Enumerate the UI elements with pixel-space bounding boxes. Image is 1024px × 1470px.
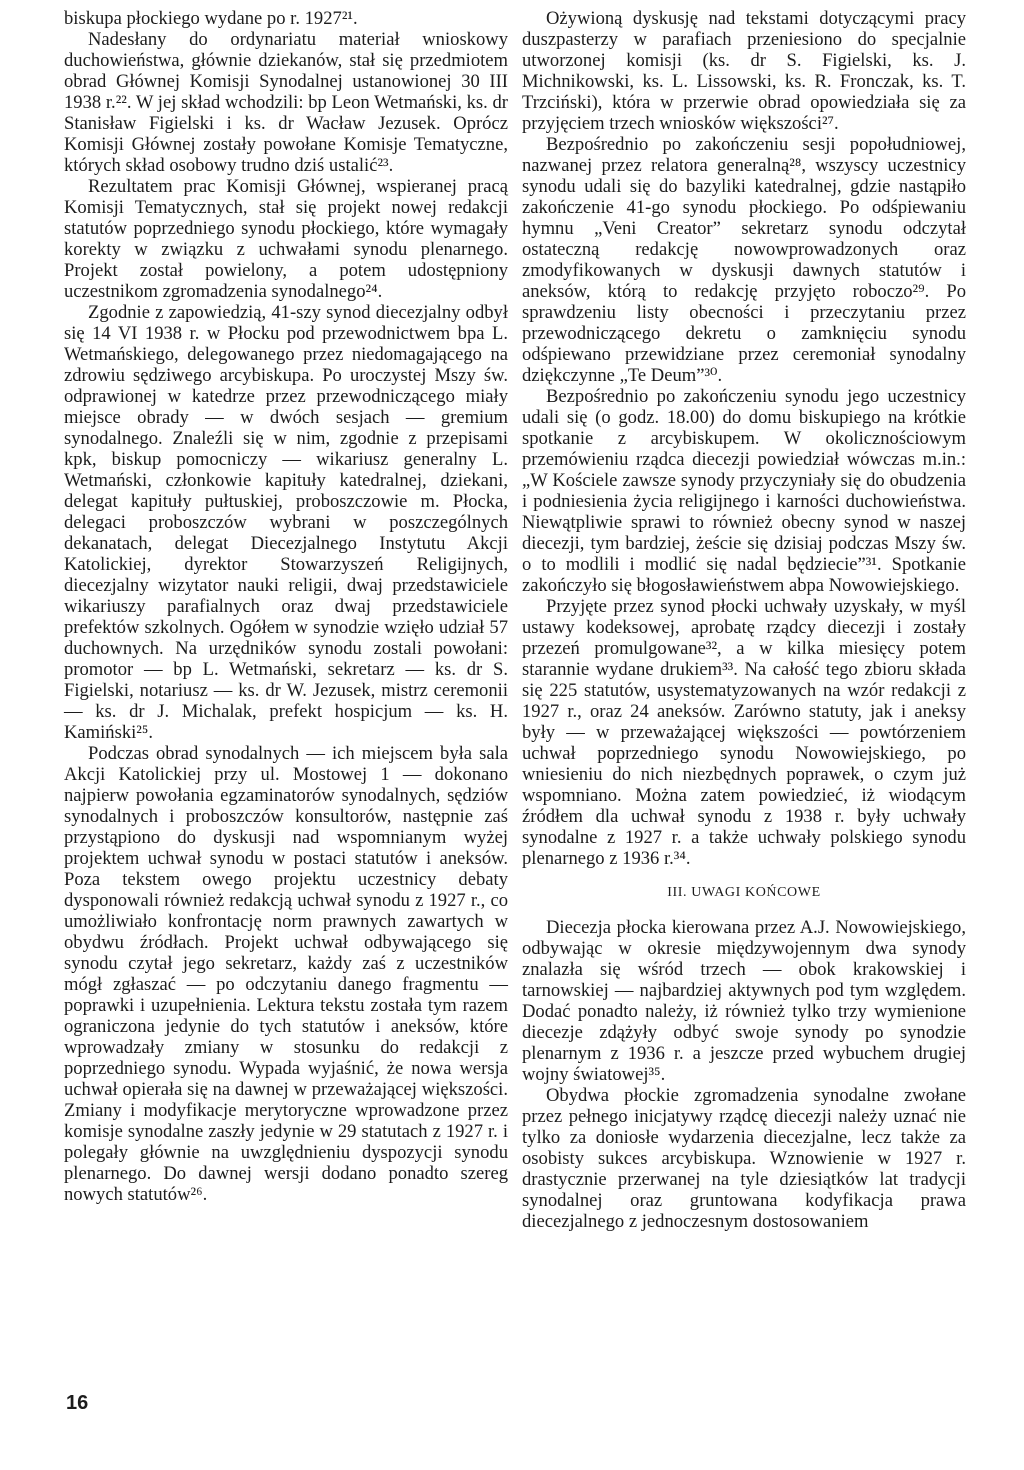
- right-column: [522, 8, 966, 1232]
- paragraph: Rezultatem prac Komisji Głównej, wspieranej pracą Komisji Tematycznych, stał się projekt nowej redakcji statutów poprzedniego synodu płockiego, które wymagały korekty w związku z uchwałami synodu plenarnego. Projekt został powielony, a potem udostępniony uczestnikom zgromadzenia synodalnego²⁴.: [64, 176, 508, 302]
- paragraph: Podczas obrad synodalnych — ich miejscem była sala Akcji Katolickiej przy ul. Mostowej 1 — dokonano najpierw powołania egzaminatorów synodalnych, sędziów synodalnych i proboszczów konsultorów, następnie zaś przystąpiono do dyskusji nad wspomnianym wyżej projektem uchwał synodu w postaci statutów i aneksów. Poza tekstem owego projektu uczestnicy debaty dysponowali również redakcją uchwał synodu z 1927 r., co umożliwiało konfrontację norm prawnych zawartych w obydwu źródłach. Projekt uchwał odbywającego się synodu czytał jego sekretarz, każdy zaś z uczestników mógł zgłaszać — po odczytaniu danego fragmentu — poprawki i uzupełnienia. Lektura tekstu została tym razem ograniczona jedynie do tych statutów i aneksów, które wprowadzały zmiany w stosunku do redakcji z poprzedniego synodu. Wypada wyjaśnić, że nowa wersja uchwał opierała się na dawnej w przeważającej większości. Zmiany i modyfikacje merytoryczne wprowadzone przez komisje synodalne zaszły jedynie w 29 statutach z 1927 r. i polegały głównie na uwzględnieniu dyspozycji synodu plenarnego. Do dawnej wersji dodano ponadto szereg nowych statutów²⁶.: [64, 743, 508, 1205]
- paragraph: Ożywioną dyskusję nad tekstami dotyczącymi pracy duszpasterzy w parafiach przeniesiono do specjalnie utworzonej komisji (ks. dr S. Figielski, ks. J. Michnikowski, ks. L. Lissowski, ks. R. Fronczak, ks. T. Trzciński), która w przerwie obrad opowiedziała się za przyjęciem trzech wniosków większości²⁷.: [522, 8, 966, 134]
- paragraph: Zgodnie z zapowiedzią, 41-szy synod diecezjalny odbył się 14 VI 1938 r. w Płocku pod przewodnictwem bpa L. Wetmańskiego, delegowanego przez niedomagającego na zdrowiu sędziwego arcybiskupa. Po uroczystej Mszy św. odprawionej w katedrze przez przewodniczącego miały miejsce obrady — w dwóch sesjach — gremium synodalnego. Znaleźli się w nim, zgodnie z przepisami kpk, biskup pomocniczy — wikariusz generalny L. Wetmański, członkowie kapituły katedralnej, dziekani, delegat kapituły pułtuskiej, proboszczowie m. Płocka, delegaci proboszczów wybrani w poszczególnych dekanatach, delegat Diecezjalnego Instytutu Akcji Katolickiej, dyrektor Stowarzyszeń Religijnych, diecezjalny wizytator nauki religii, dwaj przedstawiciele wikariuszy parafialnych oraz dwaj przedstawiciele prefektów szkolnych. Ogółem w synodzie wzięło udział 57 duchownych. Na urzędników synodu zostali powołani: promotor — bp L. Wetmański, sekretarz — ks. dr S. Figielski, notariusz — ks. dr W. Jezusek, mistrz ceremonii — ks. dr J. Michalak, prefekt hospicjum — ks. H. Kamiński²⁵.: [64, 302, 508, 743]
- paragraph: Nadesłany do ordynariatu materiał wnioskowy duchowieństwa, głównie dziekanów, stał się przedmiotem obrad Głównej Komisji Synodalnej ustanowionej 30 III 1938 r.²². W jej skład wchodzili: bp Leon Wetmański, ks. dr Stanisław Figielski i ks. dr Wacław Jezusek. Oprócz Komisji Głównej zostały powołane Komisje Tematyczne, których skład osobowy trudno dziś ustalić²³.: [64, 29, 508, 176]
- left-column: [64, 8, 508, 1205]
- paragraph: Przyjęte przez synod płocki uchwały uzyskały, w myśl ustawy kodeksowej, aprobatę rządcy diecezji i zostały przezeń promulgowane³², a w kilka miesięcy potem starannie wydane drukiem³³. Na całość tego zbioru składa się 225 statutów, usystematyzowanych na wzór redakcji z 1927 r., oraz 24 aneksów. Zarówno statuty, jak i aneksy były — w przeważającej większości — powtórzeniem uchwał poprzedniego synodu Nowowiejskiego, po wniesieniu do nich niezbędnych poprawek, o czym już wspomniano. Można zatem powiedzieć, iż wiodącym źródłem dla uchwał synodu z 1938 r. były uchwały synodalne z 1927 r. a także uchwały polskiego synodu plenarnego z 1936 r.³⁴.: [522, 596, 966, 869]
- section-heading: III. UWAGI KOŃCOWE: [667, 885, 821, 900]
- paragraph: Obydwa płockie zgromadzenia synodalne zwołane przez pełnego inicjatywy rządcę diecezji należy uznać nie tylko za doniosłe wydarzenia diecezjalne, lecz także za osobisty sukces arcybiskupa. Wznowienie w 1927 r. drastycznie przerwanej na tyle dziesiątków lat tradycji synodalnej oraz gruntowana kodyfikacja prawa diecezjalnego z jednoczesnym dostosowaniem: [522, 1085, 966, 1232]
- page-number: 16: [66, 1392, 89, 1414]
- paragraph: Bezpośrednio po zakończeniu sesji popołudniowej, nazwanej przez relatora generalną²⁸, wszyscy uczestnicy synodu udali się do bazyliki katedralnej, gdzie nastąpiło zakończenie 41-go synodu płockiego. Po odśpiewaniu hymnu „Veni Creator” sekretarz synodu odczytał ostateczną redakcję nowowprowadzonych oraz zmodyfikowanych w dyskusji dawnych statutów i aneksów, którą to redakcję przyjęto roboczo²⁹. Po sprawdzeniu listy obecności i przeczytaniu przez przewodniczącego dekretu o zamknięciu synodu odśpiewano przewidziane przez ceremoniał synodalny dziękczynne „Te Deum”³⁰.: [522, 134, 966, 386]
- paragraph: Diecezja płocka kierowana przez A.J. Nowowiejskiego, odbywając w okresie międzywojennym dwa synody znalazła się wśród trzech — obok krakowskiej i tarnowskiej — najbardziej aktywnych pod tym względem. Dodać ponadto należy, iż również tylko trzy wymienione diecezje zdążyły odbyć swoje synody po synodzie plenarnym z 1936 r. a jeszcze przed wybuchem drugiej wojny światowej³⁵.: [522, 917, 966, 1085]
- paragraph: Bezpośrednio po zakończeniu synodu jego uczestnicy udali się (o godz. 18.00) do domu biskupiego na krótkie spotkanie z arcybiskupem. W okolicznościowym przemówieniu rządca diecezji powiedział wówczas m.in.: „W Kościele zawsze synody przyczyniały się do obudzenia i podniesienia życia religijnego i karności duchowieństwa. Niewątpliwie sprawi to również obecny synod w naszej diecezji, tym bardziej, żeście się dzisiaj podczas Mszy św. o to modlili i modlić się nadal będziecie”³¹. Spotkanie zakończyło się błogosławieństwem abpa Nowowiejskiego.: [522, 386, 966, 596]
- paragraph: biskupa płockiego wydane po r. 1927²¹.: [64, 8, 358, 29]
